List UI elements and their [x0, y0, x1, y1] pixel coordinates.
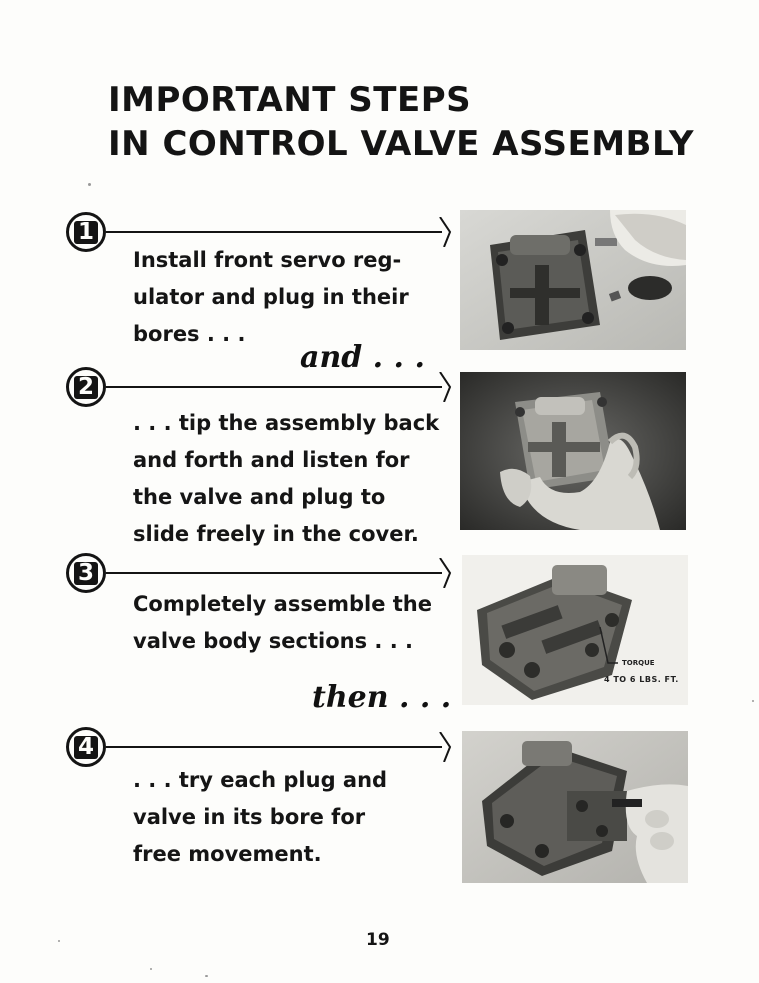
- step-1-text: Install front servo reg- ulator and plug in their bores . . .: [133, 248, 409, 346]
- step-4-number-badge: [66, 727, 106, 767]
- step-4-text: . . . try each plug and valve in its bore for free movement.: [133, 768, 388, 866]
- connector-then: then . . .: [312, 680, 452, 715]
- step-2-photo: [460, 372, 686, 530]
- step-4-arrow-head-icon: [438, 732, 452, 762]
- step-1-arrow-line: [106, 231, 442, 233]
- page-number: 19: [366, 930, 390, 950]
- step-3-text: Completely assemble the valve body sections . . .: [133, 592, 432, 653]
- step-2-text: . . . tip the assembly back and forth and listen for the valve and plug to slide freely in the cover.: [133, 411, 440, 546]
- step-2-number-badge: [66, 367, 106, 407]
- scan-speck: [88, 183, 91, 186]
- step-3-arrow-head-icon: [438, 558, 452, 588]
- scan-speck: [205, 975, 208, 977]
- step-1-number: 1: [74, 221, 98, 244]
- scan-speck: [150, 968, 152, 970]
- step-1-arrow-head-icon: [438, 217, 452, 247]
- step-4-arrow-line: [106, 746, 442, 748]
- scan-speck: [58, 940, 60, 942]
- step-4-photo: [462, 731, 688, 883]
- step-1-photo: [460, 210, 686, 350]
- step-3-photo: [462, 555, 688, 705]
- title-line-2: IN CONTROL VALVE ASSEMBLY: [108, 124, 694, 164]
- page-title: [108, 78, 694, 166]
- step-4-number: 4: [74, 736, 98, 759]
- step-2-number: 2: [74, 376, 98, 399]
- step-3-arrow-line: [106, 572, 442, 574]
- title-line-1: IMPORTANT STEPS: [108, 80, 472, 120]
- step-1-number-badge: [66, 212, 106, 252]
- step-3-number-badge: [66, 553, 106, 593]
- step-3-number: 3: [74, 562, 98, 585]
- connector-and: and . . .: [300, 340, 425, 375]
- scan-speck: [752, 700, 754, 702]
- step-2-arrow-line: [106, 386, 442, 388]
- step-2-arrow-head-icon: [438, 372, 452, 402]
- torque-label: TORQUE: [622, 659, 655, 667]
- torque-value: 4 TO 6 LBS. FT.: [604, 675, 679, 684]
